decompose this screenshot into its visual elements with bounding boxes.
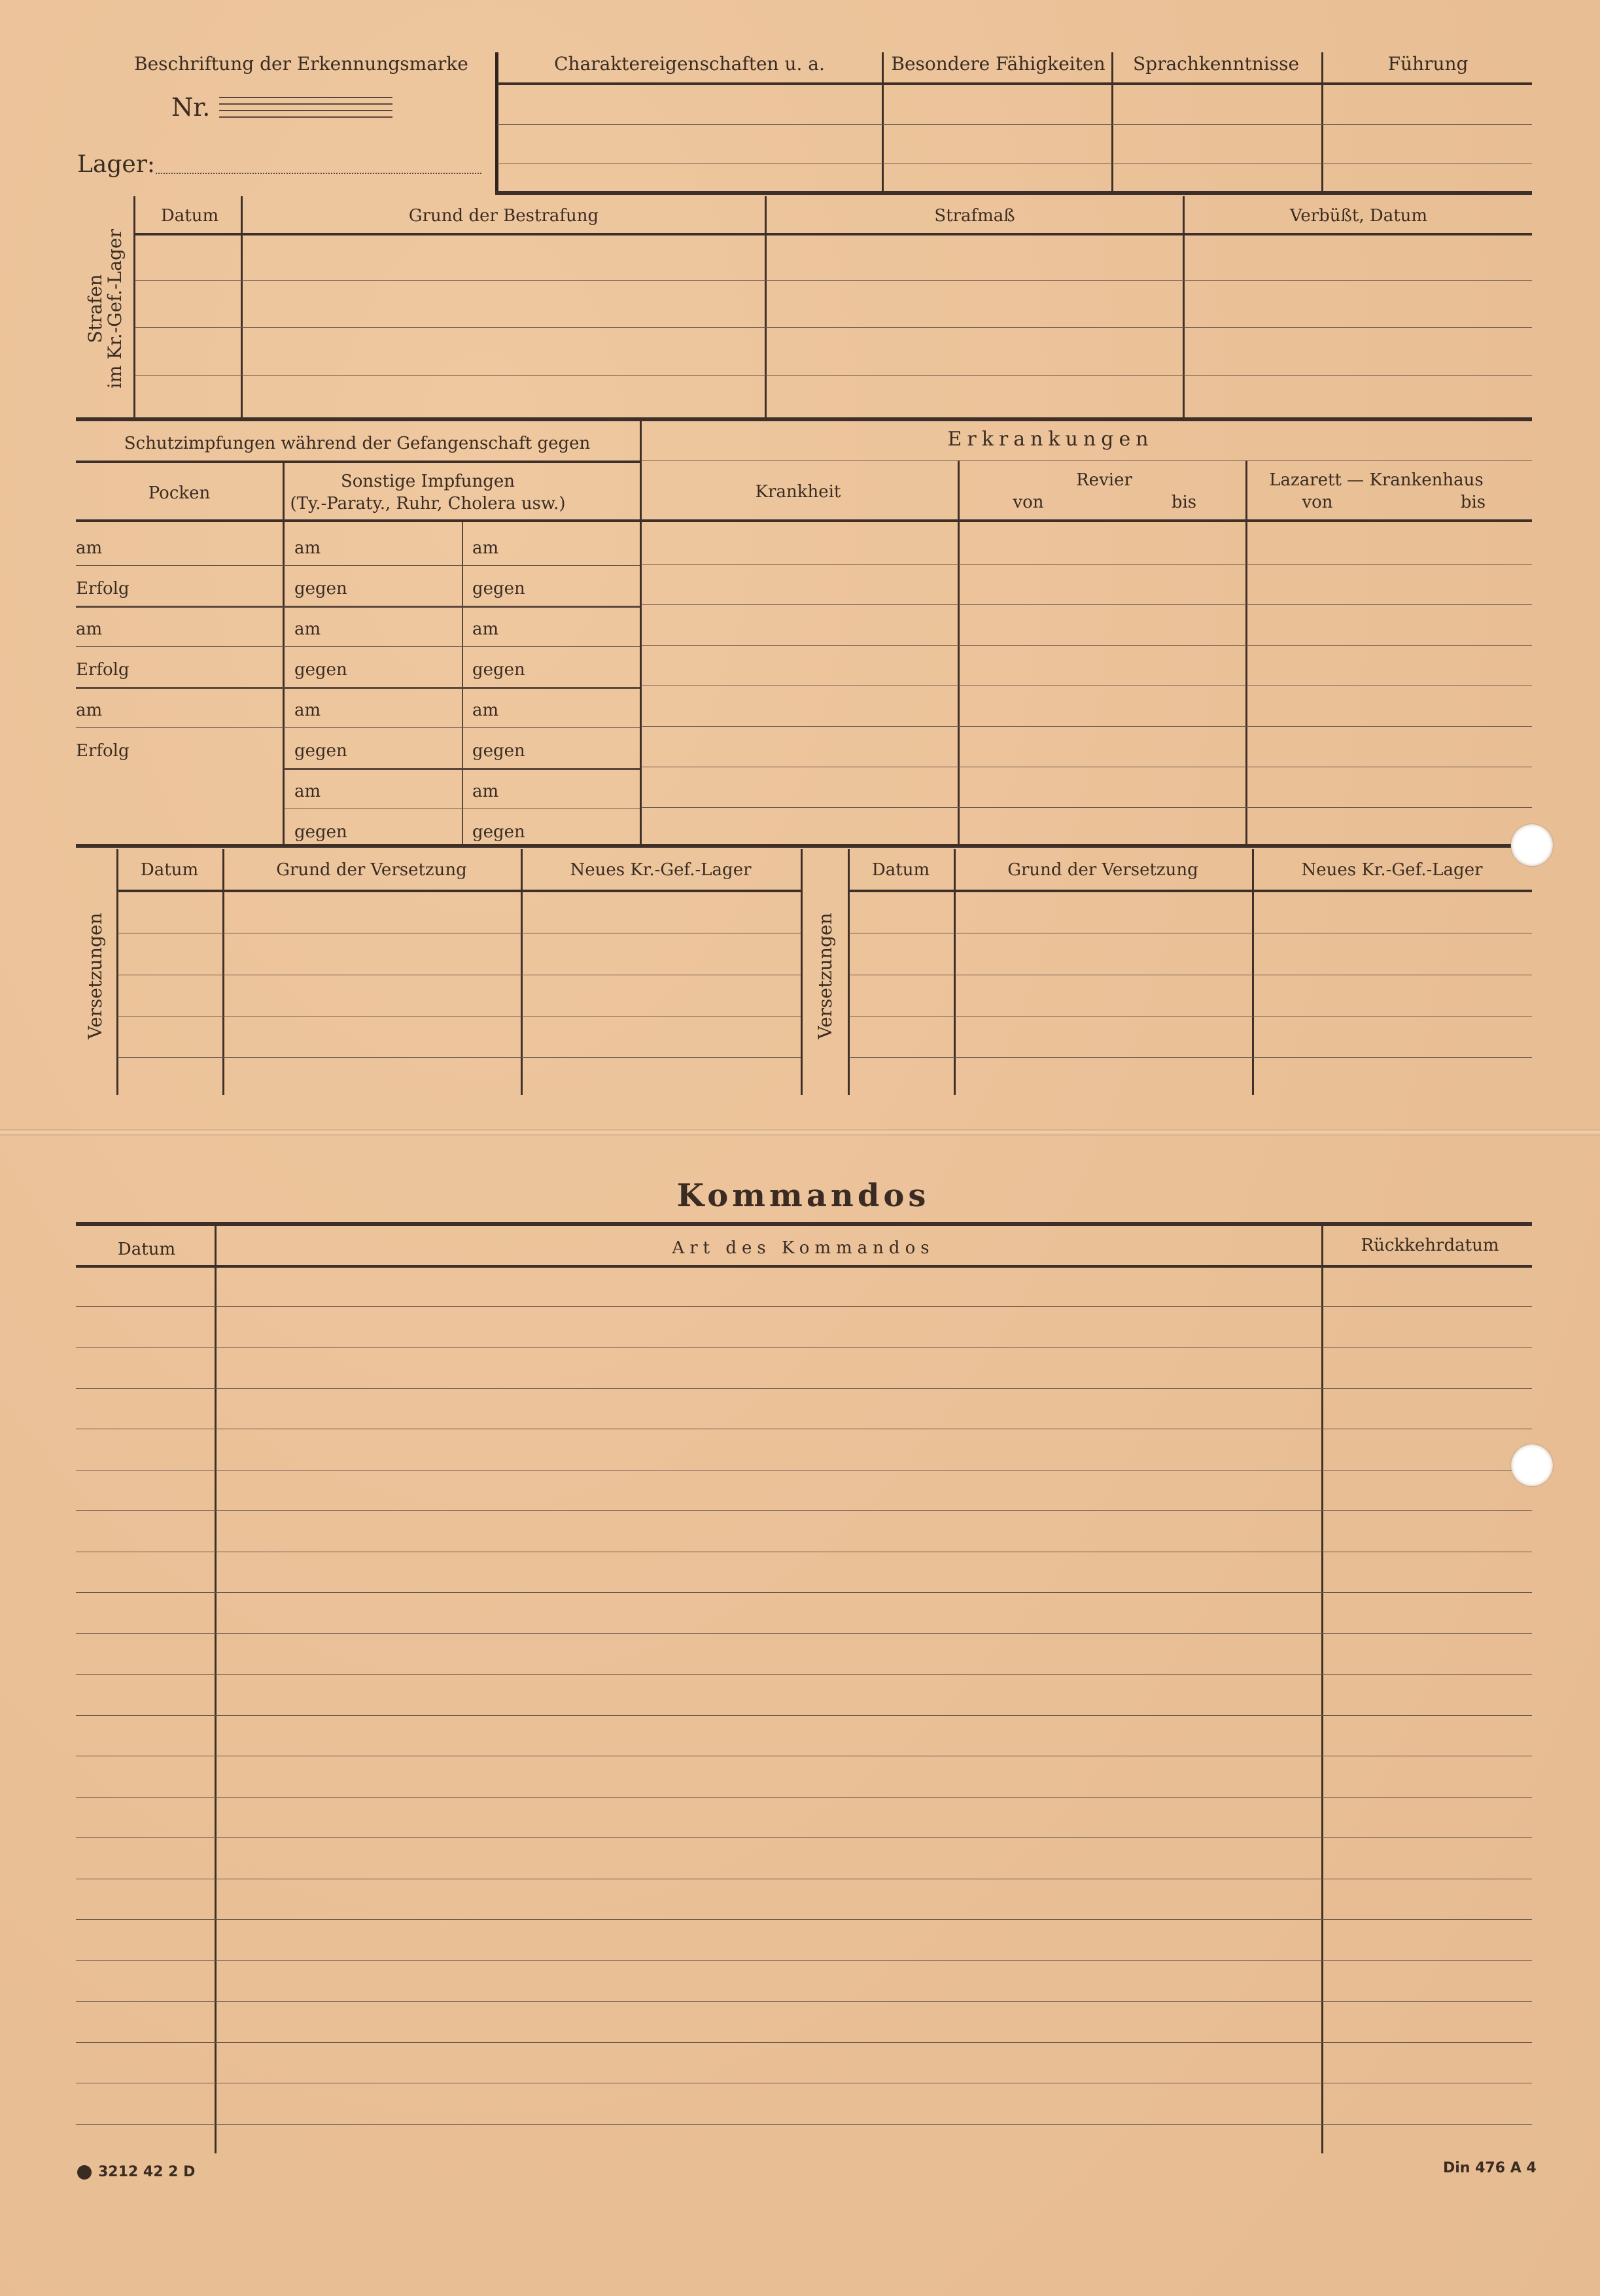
impf-cell-label: gegen: [294, 741, 347, 761]
impf-cell-label: gegen: [472, 660, 525, 680]
table-row-rule: [76, 1797, 1532, 1798]
strafen-col-strafmass: Strafmaß: [934, 206, 1015, 226]
divider: [1321, 1226, 1323, 2153]
seal-icon: [77, 2165, 92, 2180]
impf-row-label: Erfolg: [76, 741, 130, 761]
rule: [76, 646, 640, 647]
vers-left-col-lager: Neues Kr.-Gef.-Lager: [570, 860, 752, 880]
punch-hole: [1511, 1444, 1553, 1486]
divider: [640, 421, 642, 845]
impf-cell-label: gegen: [472, 822, 525, 842]
impf-row-label: Erfolg: [76, 579, 130, 599]
rule: [76, 687, 640, 689]
vers-left-col-datum: Datum: [140, 860, 199, 880]
vers-right-col-lager: Neues Kr.-Gef.-Lager: [1301, 860, 1483, 880]
rule: [641, 807, 1532, 808]
section-divider: [76, 844, 1532, 848]
kommandos-col-rueckkehr: Rückkehrdatum: [1361, 1236, 1499, 1255]
erk-col-krankheit: Krankheit: [755, 482, 841, 502]
table-row-rule: [76, 1919, 1532, 1920]
table-row-rule: [76, 1347, 1532, 1348]
impf-cell-label: gegen: [294, 660, 347, 680]
impf-cell-label: am: [294, 538, 321, 558]
impf-col-pocken: Pocken: [148, 483, 211, 503]
impf-cell-label: am: [472, 782, 499, 801]
divider: [462, 521, 463, 845]
footer-left: [77, 2164, 195, 2180]
divider: [1183, 196, 1185, 420]
rule: [284, 768, 640, 770]
divider: [801, 849, 803, 1095]
section-divider: [495, 191, 1532, 195]
strafen-side-label-1: Strafen: [84, 274, 106, 343]
impf-cell-label: am: [472, 619, 499, 639]
kommandos-col-art: Art des Kommandos: [672, 1238, 935, 1258]
divider: [241, 196, 243, 420]
kommandos-title: Kommandos: [676, 1177, 930, 1214]
rule: [497, 124, 1532, 125]
divider: [954, 849, 956, 1095]
punch-hole: [1511, 824, 1553, 866]
impf-cell-label: am: [294, 619, 321, 639]
impf-col-sonstige-1: Sonstige Impfungen: [340, 472, 515, 491]
rule: [118, 890, 801, 892]
table-row-rule: [76, 1306, 1532, 1307]
table-row-rule: [76, 1388, 1532, 1389]
rule: [135, 233, 1532, 235]
divider: [1111, 52, 1113, 194]
tag-label: Beschriftung der Erkennungsmarke: [134, 53, 468, 75]
erk-lazarett-von: von: [1302, 493, 1333, 512]
rule: [641, 645, 1532, 646]
rule: [497, 82, 1532, 85]
divider: [958, 461, 960, 845]
rule: [118, 1057, 801, 1058]
divider: [848, 849, 850, 1095]
impf-cell-label: gegen: [294, 822, 347, 842]
rule: [641, 604, 1532, 605]
rule: [135, 327, 1532, 328]
rule: [76, 606, 640, 608]
fold-line: [0, 1129, 1600, 1136]
rule: [76, 519, 1532, 522]
table-row-rule: [76, 2001, 1532, 2002]
nr-label: Nr.: [171, 93, 211, 122]
table-row-rule: [76, 1960, 1532, 1961]
erk-col-revier: Revier: [1076, 470, 1132, 490]
impf-row-label: Erfolg: [76, 660, 130, 680]
impf-row-label: am: [76, 619, 103, 639]
impf-cell-label: am: [294, 701, 321, 720]
divider: [765, 196, 767, 420]
col-sprachkenntnisse: Sprachkenntnisse: [1132, 53, 1300, 75]
table-row-rule: [76, 2042, 1532, 2043]
erk-revier-von: von: [1013, 493, 1044, 512]
rule: [76, 461, 641, 463]
impf-col-sonstige-2: (Ty.-Paraty., Ruhr, Cholera usw.): [290, 494, 566, 513]
table-row-rule: [76, 1715, 1532, 1716]
section-divider: [76, 1222, 1532, 1226]
divider: [495, 52, 498, 194]
strafen-side-label-2: im Kr.-Gef.-Lager: [104, 229, 126, 389]
table-row-rule: [76, 1633, 1532, 1634]
divider: [133, 196, 135, 420]
col-charakter: Charaktereigenschaften u. a.: [554, 53, 825, 75]
rule: [76, 727, 640, 728]
table-row-rule: [76, 1837, 1532, 1838]
impf-cell-label: gegen: [472, 579, 525, 599]
footer-right: Din 476 A 4: [1443, 2160, 1537, 2176]
divider: [1321, 52, 1323, 194]
lager-field[interactable]: [156, 173, 481, 174]
divider: [1252, 849, 1254, 1095]
impf-row-label: am: [76, 538, 103, 558]
versetzungen-side-label-left: Versetzungen: [84, 913, 106, 1039]
strafen-col-grund: Grund der Bestrafung: [408, 206, 599, 226]
rule: [849, 1057, 1532, 1058]
section-divider: [76, 417, 1532, 421]
vers-left-col-grund: Grund der Versetzung: [276, 860, 467, 880]
impf-cell-label: gegen: [472, 741, 525, 761]
table-row-rule: [76, 2124, 1532, 2125]
col-fuehrung: Führung: [1387, 53, 1469, 75]
table-row-rule: [76, 1674, 1532, 1675]
erk-col-lazarett: Lazarett — Krankenhaus: [1269, 470, 1484, 490]
col-faehigkeiten: Besondere Fähigkeiten: [891, 53, 1105, 75]
kommandos-col-datum: Datum: [117, 1240, 176, 1259]
rule: [849, 890, 1532, 892]
rule: [135, 280, 1532, 281]
vers-right-col-datum: Datum: [871, 860, 930, 880]
rule: [135, 375, 1532, 376]
rule: [641, 564, 1532, 565]
footer-left-text: 3212 42 2 D: [98, 2164, 196, 2180]
divider: [222, 849, 224, 1095]
impf-cell-label: am: [472, 538, 499, 558]
impf-title: Schutzimpfungen während der Gefangenschaft gegen: [124, 434, 591, 453]
strafen-col-verbuesst: Verbüßt, Datum: [1289, 206, 1428, 226]
impf-cell-label: am: [294, 782, 321, 801]
lager-label: Lager:: [77, 151, 156, 178]
divider: [1245, 461, 1247, 845]
versetzungen-side-label-right: Versetzungen: [814, 913, 836, 1039]
divider: [215, 1226, 217, 2153]
table-row-rule: [76, 1592, 1532, 1593]
erk-revier-bis: bis: [1171, 493, 1197, 512]
erk-lazarett-bis: bis: [1460, 493, 1486, 512]
divider: [521, 849, 523, 1095]
strafen-col-datum: Datum: [160, 206, 219, 226]
rule: [76, 565, 640, 566]
table-row-rule: [76, 1510, 1532, 1511]
erkrankungen-title: Erkrankungen: [947, 428, 1154, 451]
rule: [641, 726, 1532, 727]
rule: [76, 1265, 1532, 1268]
impf-cell-label: am: [472, 701, 499, 720]
vers-right-col-grund: Grund der Versetzung: [1007, 860, 1198, 880]
nr-field[interactable]: [219, 97, 392, 123]
impf-cell-label: gegen: [294, 579, 347, 599]
divider: [882, 52, 884, 194]
divider: [116, 849, 118, 1095]
impf-row-label: am: [76, 701, 103, 720]
